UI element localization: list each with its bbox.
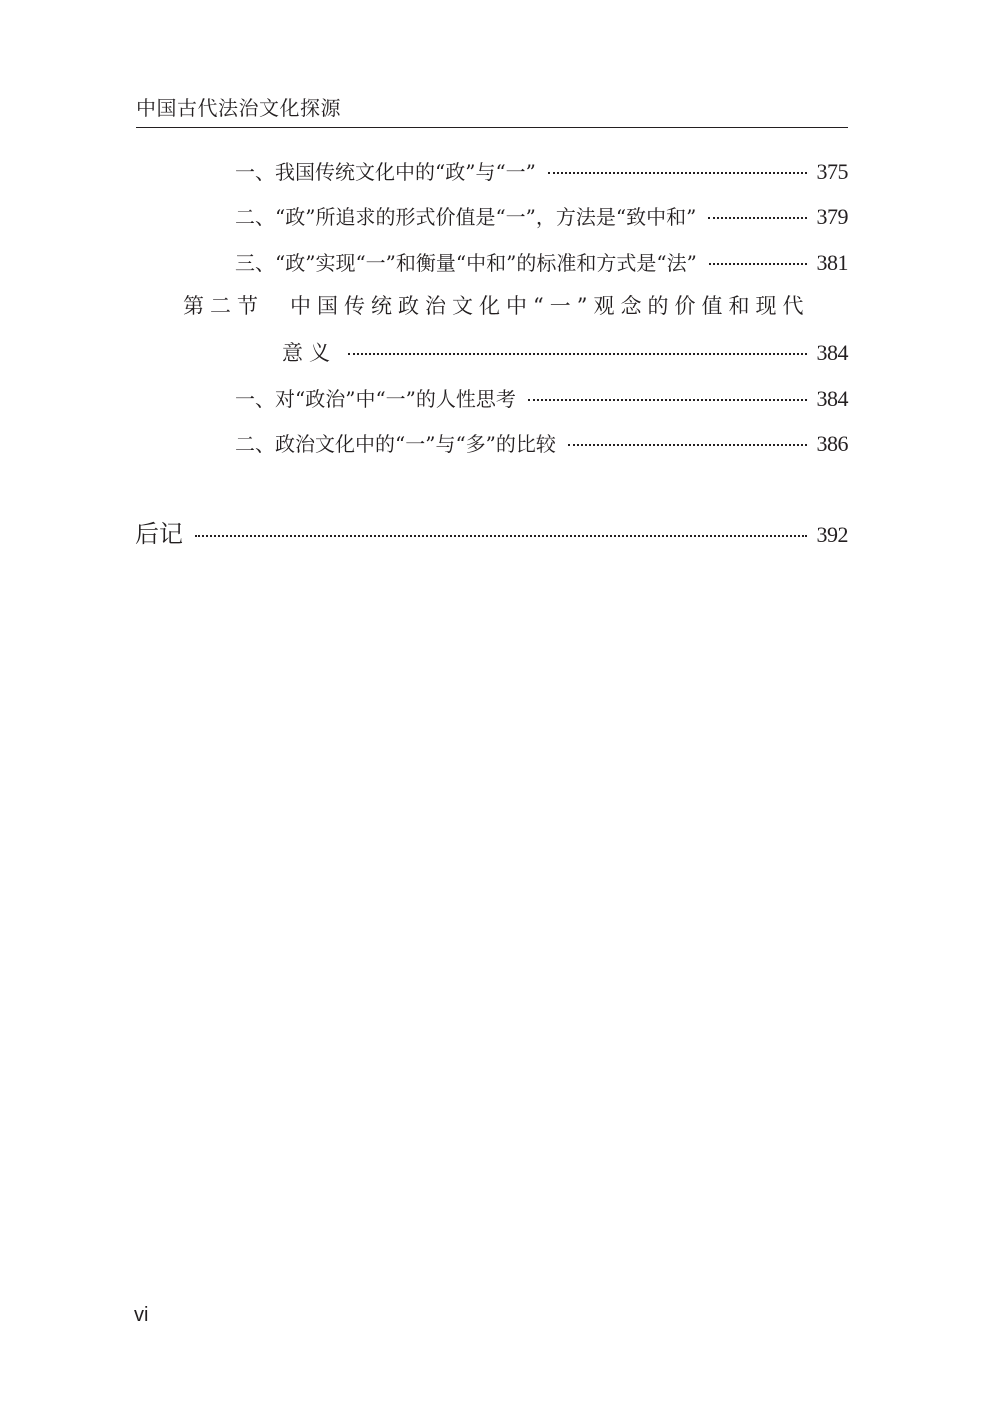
toc-page-number: 375: [816, 159, 848, 184]
dot-leader: [528, 399, 807, 401]
section-heading-continuation[interactable]: [282, 339, 848, 367]
section-title-line2: 意义: [282, 341, 336, 365]
toc-page-number: 384: [816, 340, 848, 365]
section-title-line1: 中国传统政治文化中“一”观念的价值和现代: [290, 294, 810, 318]
toc-entry-text: 二、“政”所追求的形式价值是“一”，方法是“致中和”: [235, 205, 697, 229]
dot-leader: [708, 217, 806, 219]
dot-leader: [568, 444, 807, 446]
toc-page-number: 379: [816, 204, 848, 229]
toc-entry-text: 三、“政”实现“一”和衡量“中和”的标准和方式是“法”: [235, 251, 697, 275]
section-label: 第二节: [183, 294, 264, 318]
toc-entry[interactable]: [235, 158, 848, 186]
toc-postscript[interactable]: [135, 518, 848, 551]
dot-leader: [195, 535, 807, 537]
running-head: 中国古代法治文化探源: [136, 96, 341, 120]
header-rule: [136, 127, 848, 128]
toc-page-number: 392: [816, 522, 848, 547]
dot-leader: [709, 263, 807, 265]
toc-entry[interactable]: [235, 430, 848, 458]
toc-entry-text: 一、对“政治”中“一”的人性思考: [235, 387, 516, 411]
dot-leader: [548, 172, 807, 174]
toc-page-number: 384: [816, 386, 848, 411]
section-heading[interactable]: [183, 292, 809, 320]
toc-entry-text: 一、我国传统文化中的“政”与“一”: [235, 160, 536, 184]
dot-leader: [348, 353, 807, 355]
toc-page-number: 381: [816, 250, 848, 275]
postscript-title: 后记: [135, 520, 183, 548]
toc-entry[interactable]: [235, 385, 848, 413]
toc-entry[interactable]: [235, 249, 848, 277]
toc-entry[interactable]: [235, 203, 848, 231]
toc-entry-text: 二、政治文化中的“一”与“多”的比较: [235, 432, 556, 456]
page-folio: vi: [134, 1304, 149, 1326]
toc-page-number: 386: [816, 431, 848, 456]
